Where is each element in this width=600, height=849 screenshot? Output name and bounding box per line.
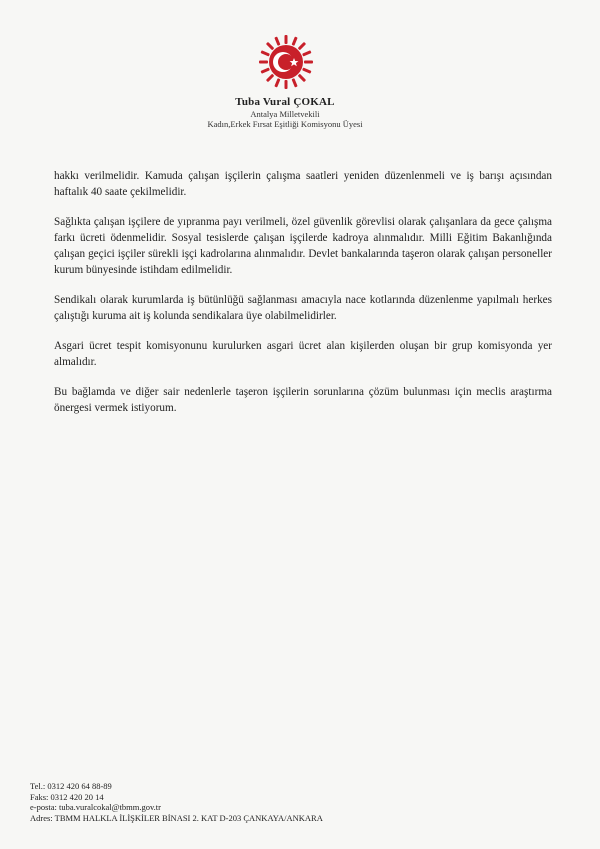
mp-constituency: Antalya Milletvekili — [250, 109, 320, 120]
body-paragraph: Sağlıkta çalışan işçilere de yıpranma payı verilmeli, özel güvenlik görevlisi olarak çalışanlara da gece çalışma farkı ücreti ödenmelidir. Sosyal tesislerde çalışan işçilerde kadroya alınmalıdır. Milli Eğitim Bakanlığında çalışan geçici işçiler sürekli işçi kadrolarına alınmalıdır. Devlet bankalarında taşeron olarak çalışan personeller kurum bünyesinde istihdam edilmelidir. — [54, 216, 552, 276]
letterhead — [150, 96, 420, 130]
body-paragraph: Sendikalı olarak kurumlarda iş bütünlüğü sağlanması amacıyla nace kotlarında düzenlenme yapılmalı herkes çalıştığı kuruma ait iş kolunda sendikalara üye olabilmelidirler. — [54, 294, 552, 322]
footer-email: e-posta: tuba.vuralcokal@tbmm.gov.tr — [30, 802, 161, 812]
footer-address: Adres: TBMM HALKLA İLİŞKİLER BİNASI 2. KAT D-203 ÇANKAYA/ANKARA — [30, 812, 323, 823]
footer-fax: Faks: 0312 420 20 14 — [30, 791, 104, 802]
body-paragraph: hakkı verilmelidir. Kamuda çalışan işçilerin çalışma saatleri yeniden düzenlenmeli ve iş barışı açısından haftalık 40 saate çekilmelidir. — [54, 170, 552, 198]
body-paragraph: Asgari ücret tespit komisyonunu kurulurken asgari ücret alan kişilerden oluşan bir grup komisyonda yer almalıdır. — [54, 340, 552, 368]
tbmm-emblem-icon — [258, 34, 314, 90]
mp-name: Tuba Vural ÇOKAL — [235, 96, 335, 108]
mp-committee: Kadın,Erkek Fırsat Eşitliği Komisyonu Üyesi — [207, 119, 363, 130]
contact-footer — [30, 781, 450, 823]
body-paragraph: Bu bağlamda ve diğer sair nedenlerle taşeron işçilerin sorunlarına çözüm bulunması için meclis araştırma önergesi vermek istiyorum. — [54, 386, 552, 414]
letter-body — [54, 168, 552, 430]
footer-phone: Tel.: 0312 420 64 88-89 — [30, 781, 112, 791]
